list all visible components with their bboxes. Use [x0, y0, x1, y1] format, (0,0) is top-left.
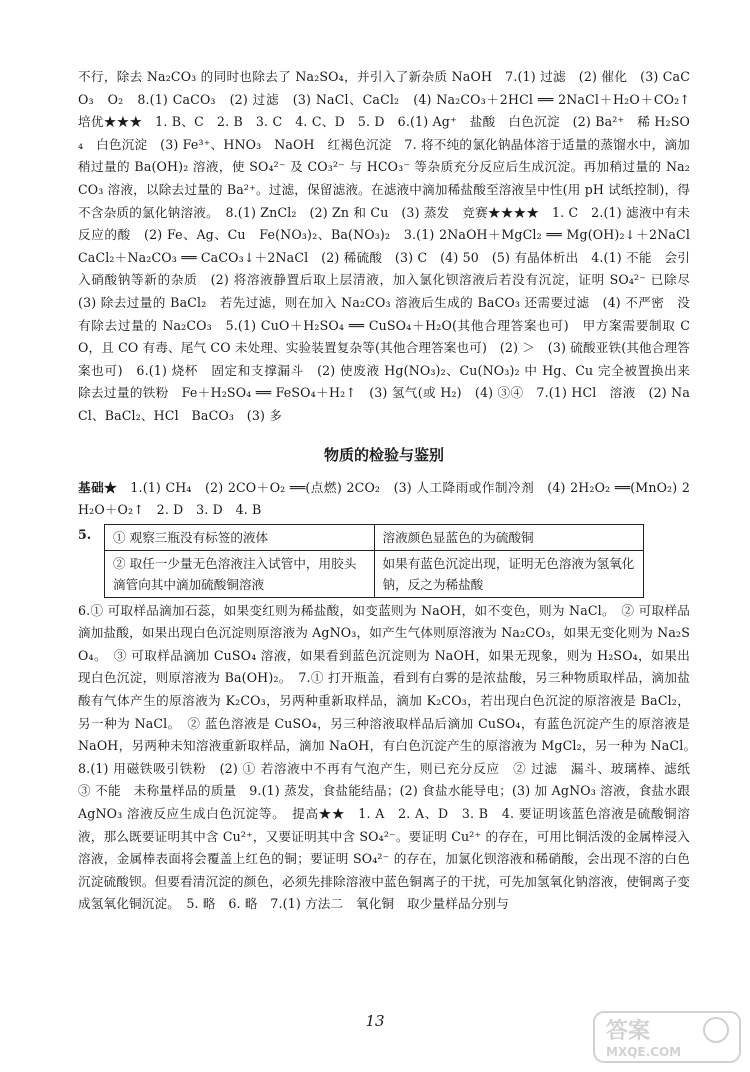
table-row — [105, 524, 644, 550]
answer-page — [78, 66, 703, 916]
answer-paragraph-3: 6.① 可取样品滴加石蕊，如果变红则为稀盐酸，如变蓝则为 NaOH，如不变色，则为 NaCl。 ② 可取样品滴加盐酸，如果出现白色沉淀则原溶液为 AgNO₃，如产生气体则原溶液为 Na₂CO₃，如果无变化则为 Na₂SO₄。 ③ 可取样品滴加 CuSO₄ 溶液，如果看到蓝色沉淀则为 NaOH，如果无现象，则为 H₂SO₄，如果出现白色沉淀，则原溶液为 Ba(OH)₂。 7.① 打开瓶盖，看到有白雾的是浓盐酸，另三种物质取样品，滴加盐酸有气体产生的原溶液为 K₂CO₃，另两种重新取样品，滴加 K₂CO₃，若出现白色沉淀的原溶液是 BaCl₂，另一种为 NaCl。 ② 蓝色溶液是 CuSO₄，另三种溶液取样品后滴加 CuSO₄，有蓝色沉淀产生的原溶液是 NaOH，另两种未知溶液重新取样品，滴加 NaOH，有白色沉淀产生的原溶液为 MgCl₂，另一种为 NaCl。 8.(1) 用磁铁吸引铁粉 (2) ① 若溶液中不再有气泡产生，则已充分反应 ② 过滤 漏斗、玻璃棒、滤纸 ③ 不能 未称量样品的质量 9.(1) 蒸发，食盐能结晶；(2) 食盐水能导电；(3) 加 AgNO₃ 溶液，食盐水跟 AgNO₃ 溶液反应生成白色沉淀等。 提高★★ 1. A 2. A、D 3. B 4. 要证明该蓝色溶液是硫酸铜溶液，那么既要证明其中含 Cu²⁺，又要证明其中含 SO₄²⁻。要证明 Cu²⁺ 的存在，可用比铜活泼的金属棒浸入溶液，金属棒表面将会覆盖上红色的铜；要证明 SO₄²⁻ 的存在，加氯化钡溶液和稀硝酸，会出现不溶的白色沉淀硫酸钡。但要看清沉淀的颜色，必须先排除溶液中蓝色铜离子的干扰，可先加氢氧化钠溶液，使铜离子变成氢氧化铜沉淀。 5. 略 6. 略 7.(1) 方法二 氧化铜 取少量样品分别与 — [78, 602, 703, 912]
question-5-number: 5. — [78, 526, 92, 542]
table-row — [105, 550, 644, 597]
page-number: 13 — [365, 1012, 385, 1030]
basic-level-answers: 1.(1) CH₄ (2) 2CO＋O₂ ══(点燃) 2CO₂ (3) 人工降雨或作制冷剂 (4) 2H₂O₂ ══(MnO₂) 2H₂O＋O₂↑ 2. D 3. D 4. B — [78, 479, 690, 518]
table-cell: 溶液颜色显蓝色的为硫酸铜 — [374, 524, 644, 550]
answer-paragraph-1: 不行，除去 Na₂CO₃ 的同时也除去了 Na₂SO₄，并引入了新杂质 NaOH 7.(1) 过滤 (2) 催化 (3) CaCO₃ O₂ 8.(1) CaCO₃ (2) 过滤 (3) NaCl、CaCl₂ (4) Na₂CO₃＋2HCl ══ 2NaCl＋H₂O＋CO₂↑ 培优★★★ 1. B、C 2. B 3. C 4. C、D 5. D 6.(1) Ag⁺ 盐酸 白色沉淀 (2) Ba²⁺ 稀 H₂SO₄ 白色沉淀 (3) Fe³⁺、HNO₃ NaOH 红褐色沉淀 7. 将不纯的氯化钠晶体溶于适量的蒸馏水中，滴加稍过量的 Ba(OH)₂ 溶液，使 SO₄²⁻ 及 CO₃²⁻ 与 HCO₃⁻ 等杂质充分反应后生成沉淀。再加稍过量的 Na₂CO₃ 溶液，以除去过量的 Ba²⁺。过滤，保留滤液。在滤液中滴加稀盐酸至溶液呈中性(用 pH 试纸控制)，得不含杂质的氯化钠溶液。 8.(1) ZnCl₂ (2) Zn 和 Cu (3) 蒸发 竞赛★★★★ 1. C 2.(1) 滤液中有未反应的酸 (2) Fe、Ag、Cu Fe(NO₃)₂、Ba(NO₃)₂ 3.(1) 2NaOH＋MgCl₂ ══ Mg(OH)₂↓＋2NaCl CaCl₂＋Na₂CO₃ ══ CaCO₃↓＋2NaCl (2) 稀硫酸 (3) C (4) 50 (5) 有晶体析出 4.(1) 不能 会引入硝酸钠等新的杂质 (2) 将溶液静置后取上层清液，加入氯化钡溶液后若没有沉淀，证明 SO₄²⁻ 已除尽 (3) 除去过量的 BaCl₂ 若先过滤，则在加入 Na₂CO₃ 溶液后生成的 BaCO₃ 还需要过滤 (4) 不严密 没有除去过量的 Na₂CO₃ 5.(1) CuO＋H₂SO₄ ══ CuSO₄＋H₂O(其他合理答案也可) 甲方案需要制取 CO，且 CO 有毒、尾气 CO 未处理、实验装置复杂等(其他合理答案也可) (2) ＞ (3) 硫酸亚铁(其他合理答案也可) 6.(1) 烧杯 固定和支撑漏斗 (2) 使废液 Hg(NO₃)₂、Cu(NO₃)₂ 中 Hg、Cu 完全被置换出来 除去过量的铁粉 Fe＋H₂SO₄ ══ FeSO₄＋H₂↑ (3) 氢气(或 H₂) (4) ③④ 7.(1) HCl 溶液 (2) NaCl、BaCl₂、HCl BaCO₃ (3) 多 — [78, 69, 703, 423]
table-cell: 如果有蓝色沉淀出现，证明无色溶液为氢氧化钠，反之为稀盐酸 — [374, 550, 644, 597]
table-cell: ① 观察三瓶没有标签的液体 — [105, 524, 375, 550]
question-5 — [78, 524, 690, 598]
watermark-logo-icon — [592, 1008, 742, 1066]
table-cell: ② 取任一少量无色溶液注入试管中，用胶头滴管向其中滴加硫酸铜溶液 — [105, 550, 375, 597]
question-5-table — [104, 524, 644, 598]
answer-paragraph-2 — [78, 477, 690, 522]
section-heading: 物质的检验与鉴别 — [323, 445, 444, 464]
svg-text:MXQE.COM: MXQE.COM — [606, 1045, 682, 1059]
basic-level-label: 基础★ — [78, 479, 118, 495]
svg-text:答案: 答案 — [606, 1019, 651, 1044]
